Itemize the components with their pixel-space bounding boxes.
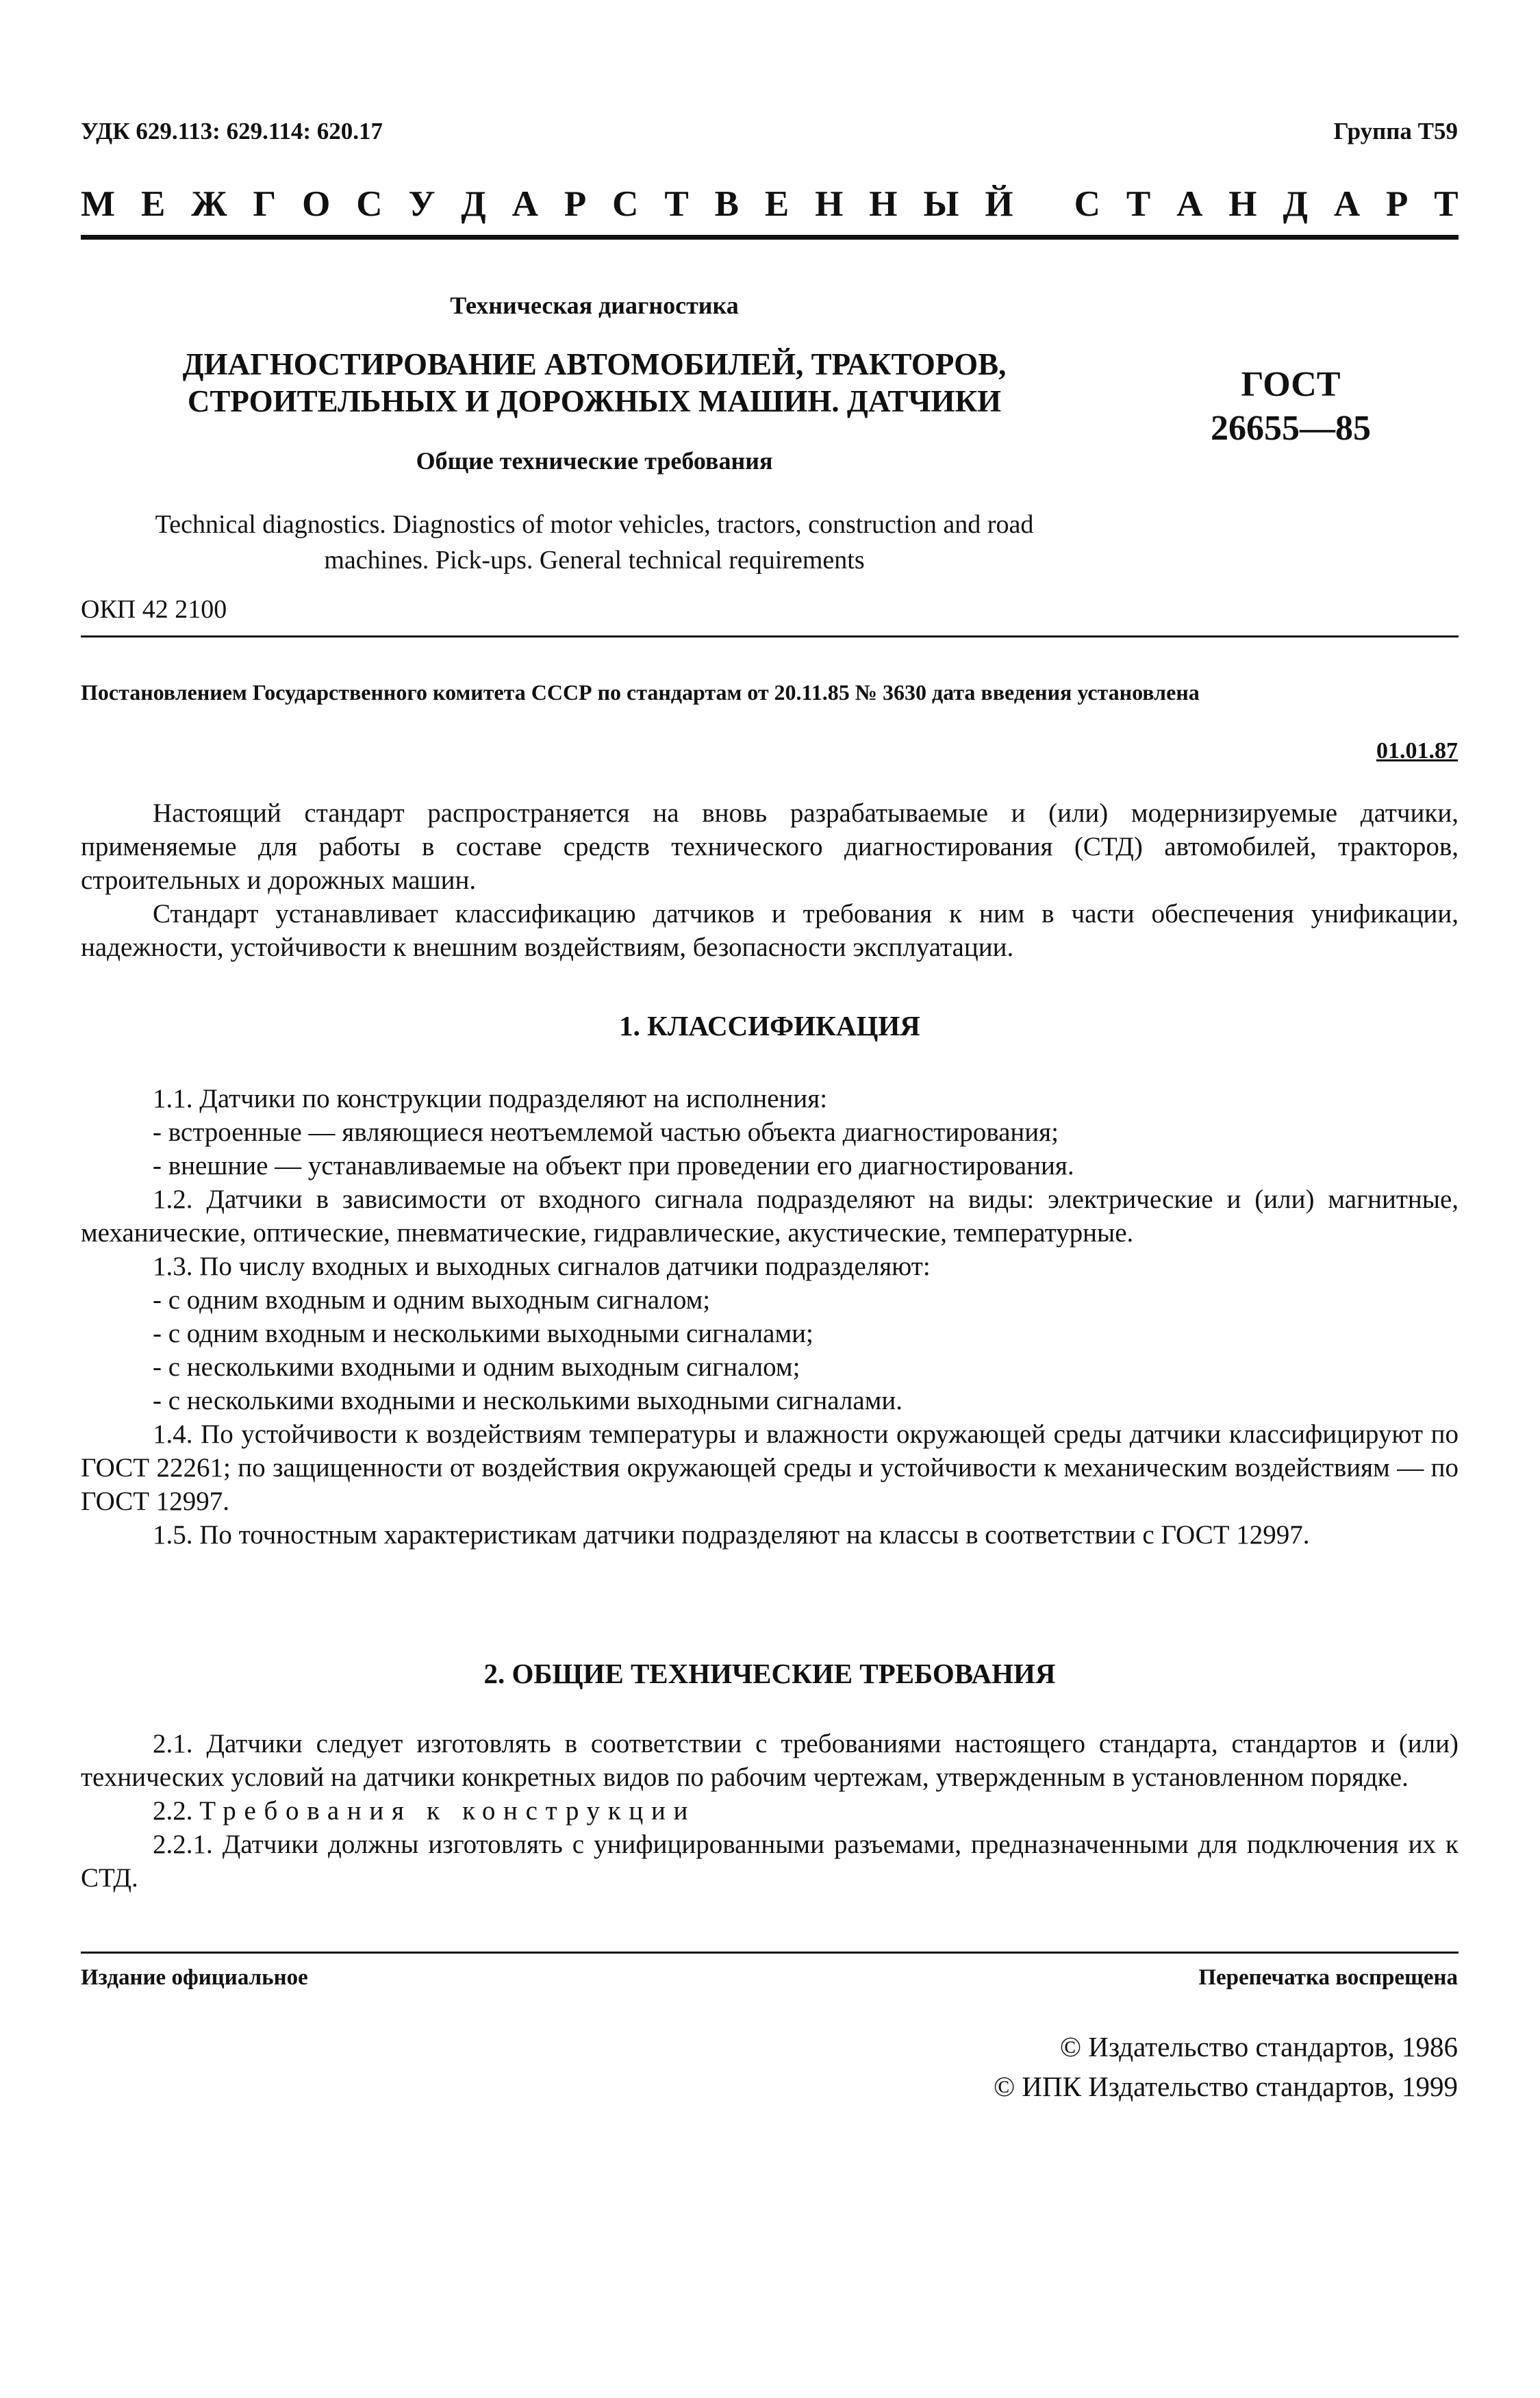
- banner-letter: Ж: [191, 184, 227, 224]
- banner-letter: [1039, 184, 1048, 225]
- banner-letter: Ы: [923, 184, 959, 224]
- english-line-2: machines. Pick-ups. General technical requirements: [324, 546, 865, 575]
- udk-code: УДК 629.113: 629.114: 620.17: [81, 118, 383, 144]
- decree-text: Постановлением Государственного комитета СССР по стандартам от 20.11.85 № 3630 дата введения установлена: [81, 680, 1200, 705]
- banner-letter: Д: [1283, 184, 1308, 224]
- para-2-2-number: 2.2.: [153, 1796, 193, 1826]
- english-title: [81, 507, 1108, 578]
- banner-letter: Е: [140, 184, 166, 224]
- document-title: [81, 346, 1108, 420]
- group-code: Группа Т59: [1333, 118, 1458, 144]
- para-1-3-item-4: - с несколькими входными и несколькими выходными сигналами.: [153, 1386, 903, 1415]
- para-1-1: 1.1. Датчики по конструкции подразделяют на исполнения:: [153, 1084, 828, 1113]
- para-1-4: 1.4. По устойчивости к воздействиям температуры и влажности окружающей среды датчики классифицируют по ГОСТ 22261; по защищенности от воздействия окружающей среды и устойчивости к механическим воздействиям — по ГОСТ 12997.: [81, 1419, 1459, 1516]
- banner-letter: Д: [461, 184, 486, 224]
- para-2-1: 2.1. Датчики следует изготовлять в соответствии с требованиями настоящего стандарта, стандартов и (или) технических условий на датчики конкретных видов по рабочим чертежам, утвержденным в установленном порядке.: [81, 1729, 1459, 1792]
- english-line-1: Technical diagnostics. Diagnostics of motor vehicles, tractors, construction and road: [155, 510, 1034, 539]
- banner-letter: Й: [985, 184, 1013, 224]
- banner-letter: Т: [664, 184, 689, 224]
- banner-letter: Г: [253, 184, 277, 224]
- section-2-heading: 2. ОБЩИЕ ТЕХНИЧЕСКИЕ ТРЕБОВАНИЯ: [483, 1658, 1056, 1689]
- para-1-5: 1.5. По точностным характеристикам датчики подразделяют на классы в соответствии с ГОСТ 12997.: [153, 1520, 1310, 1550]
- para-1-3-item-3: - с несколькими входными и одним выходным сигналом;: [153, 1352, 800, 1382]
- banner-letter: Р: [564, 184, 587, 224]
- section-1-heading: 1. КЛАССИФИКАЦИЯ: [619, 1010, 920, 1042]
- banner-letter: Н: [1228, 184, 1257, 224]
- banner-letter: О: [302, 184, 331, 224]
- gost-label: ГОСТ: [1241, 365, 1341, 404]
- edition-label: Издание официальное: [81, 1965, 308, 1990]
- para-1-3-item-2: - с одним входным и несколькими выходными сигналами;: [153, 1319, 813, 1348]
- okp-code: ОКП 42 2100: [81, 595, 227, 624]
- standard-type-banner: [81, 184, 1459, 225]
- section-1-body: [81, 1082, 1459, 1552]
- top-rule: [81, 235, 1459, 240]
- banner-letter: Р: [1386, 184, 1409, 224]
- section-2-body: [81, 1727, 1459, 1895]
- intro-paragraph-2: Стандарт устанавливает классификацию датчиков и требования к ним в части обеспечения унификации, надежности, устойчивости к внешним воздействиям, безопасности эксплуатации.: [81, 899, 1459, 962]
- para-2-2-1: 2.2.1. Датчики должны изготовлять с унифицированными разъемами, предназначенными для подключения их к СТД.: [81, 1830, 1459, 1893]
- title-line-2: СТРОИТЕЛЬНЫХ И ДОРОЖНЫХ МАШИН. ДАТЧИКИ: [187, 384, 1002, 418]
- copyright-block: [994, 2027, 1458, 2106]
- para-1-1-item-2: - внешние — устанавливаемые на объект при проведении его диагностирования.: [153, 1151, 1074, 1181]
- para-1-1-item-1: - встроенные — являющиеся неотъемлемой частью объекта диагностирования;: [153, 1118, 1059, 1147]
- banner-letter: Т: [1434, 184, 1459, 224]
- intro-block: [81, 796, 1459, 964]
- header-bottom-rule: [81, 635, 1459, 638]
- reprint-label: Перепечатка воспрещена: [1198, 1965, 1458, 1990]
- effective-date: 01.01.87: [1376, 738, 1458, 763]
- banner-letter: Н: [869, 184, 898, 224]
- banner-letter: Н: [815, 184, 844, 224]
- para-2-2-heading: Требования к конструкции: [199, 1796, 696, 1826]
- para-1-2: 1.2. Датчики в зависимости от входного сигнала подразделяют на виды: электрические и (или) магнитные, механические, оптические, пневматические, гидравлические, акустические, температурные.: [81, 1185, 1459, 1248]
- banner-letter: Т: [1126, 184, 1151, 224]
- banner-letter: А: [1333, 184, 1361, 224]
- document-subtitle: Общие технические требования: [416, 447, 773, 475]
- banner-letter: М: [81, 184, 116, 224]
- title-line-1: ДИАГНОСТИРОВАНИЕ АВТОМОБИЛЕЙ, ТРАКТОРОВ,: [182, 347, 1007, 381]
- copyright-1999: © ИПК Издательство стандартов, 1999: [993, 2071, 1458, 2102]
- copyright-1986: © Издательство стандартов, 1986: [1059, 2031, 1458, 2062]
- category-heading: Техническая диагностика: [450, 292, 739, 319]
- banner-letter: А: [512, 184, 538, 224]
- banner-letter: У: [408, 184, 436, 224]
- banner-letter: А: [1176, 184, 1203, 224]
- banner-letter: Е: [764, 184, 790, 224]
- intro-paragraph-1: Настоящий стандарт распространяется на вновь разрабатываемые и (или) модернизируемые датчики, применяемые для работы в составе средств технического диагностирования (СТД) автомобилей, тракторов, строительных и дорожных машин.: [81, 798, 1459, 895]
- footer-rule: [81, 1952, 1459, 1954]
- para-1-3-item-1: - с одним входным и одним выходным сигналом;: [153, 1285, 711, 1315]
- gost-designation: [1123, 363, 1459, 451]
- banner-letter: С: [1074, 184, 1100, 224]
- banner-letter: С: [356, 184, 383, 224]
- gost-number: 26655—85: [1211, 409, 1371, 448]
- para-2-2: [81, 1794, 1459, 1828]
- banner-letter: С: [612, 184, 639, 224]
- para-1-3: 1.3. По числу входных и выходных сигналов датчики подразделяют:: [153, 1252, 931, 1281]
- banner-letter: В: [714, 184, 739, 224]
